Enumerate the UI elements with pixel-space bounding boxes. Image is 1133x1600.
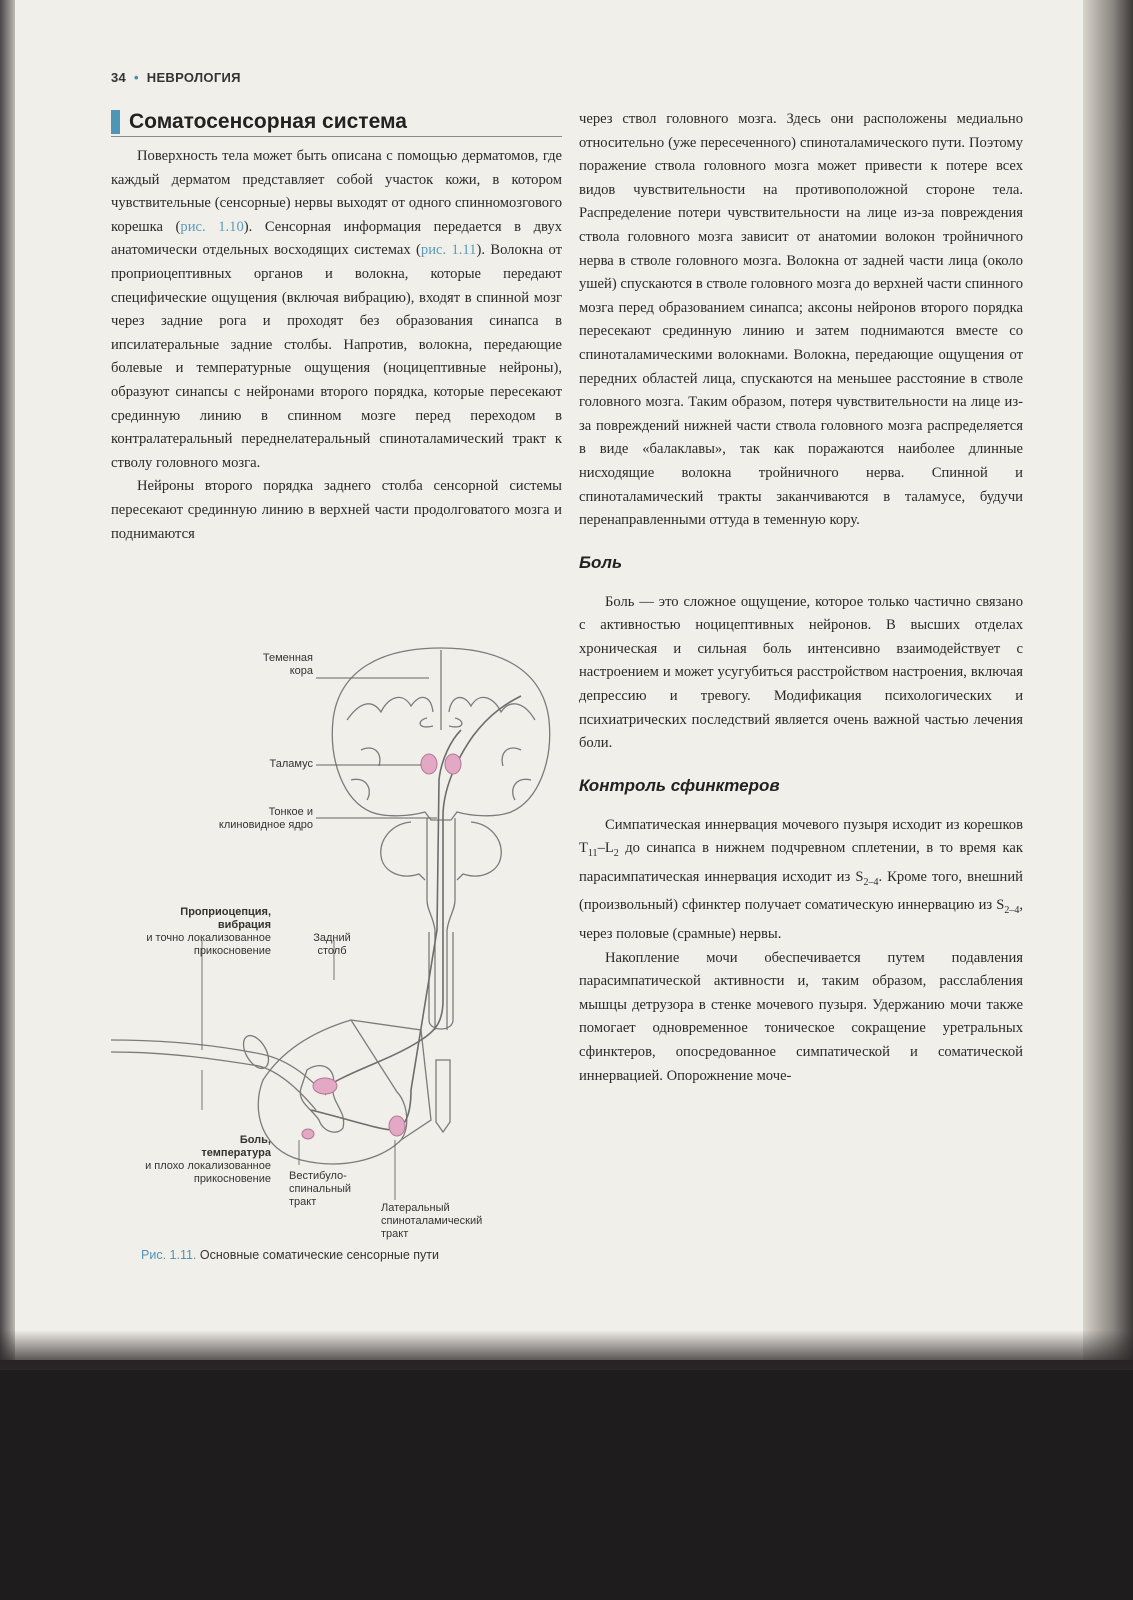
book-spine-shadow — [0, 0, 15, 1360]
text-run: ). Волокна от проприоцептивных органов и волокна, которые передают специфические ощущения (включая вибрацию), входят в спинной мозг через задние рога и проходят без образования синапса в ипсилатеральные задние столбы. Напротив, волокна, передающие болевые и температурные ощущения (ноцицептивные нейроны), образуют синапсы с нейронами второго порядка, которые пересекают срединную линию в спинном мозге перед переходом в контралатеральный переднелатеральный спиноталамический тракт к стволу головного мозга. — [111, 242, 562, 471]
text-run: Симпатическая иннервация мочевого пузыря исходит из корешков T — [579, 816, 1023, 857]
section-title: Соматосенсорная система — [111, 108, 562, 137]
spinothalamic-tract — [311, 730, 461, 1130]
lateral-tract-shape — [389, 1116, 405, 1136]
figure-link-1-10[interactable]: рис. 1.10 — [180, 218, 244, 235]
figure-caption — [141, 1248, 439, 1262]
text-run: –L — [597, 840, 614, 857]
label-pain: Боль, температура — [201, 1134, 271, 1159]
right-column — [579, 108, 1023, 1088]
subscript: 2 — [613, 848, 619, 860]
paragraph-second-order-neurons: Нейроны второго порядка заднего столба сенсорной системы пересекают срединную линию в верхней части продолговатого мозга и поднимаются — [111, 478, 562, 542]
figure-1-11 — [111, 640, 562, 1280]
page-number: 34 — [111, 70, 127, 85]
label-parietal-cortex: Теменная кора — [262, 652, 313, 677]
label-nuclei: Тонкое и клиновидное ядро — [218, 806, 313, 831]
text-run: Поверхность тела может быть описана с помощью дерматомов, где каждый дерматом представляет собой участок кожи, в котором чувствительные (сенсорные) нервы выходят от одного спинномозгового корешка ( — [111, 148, 562, 235]
header-section-label: НЕВРОЛОГИЯ — [146, 70, 241, 85]
paragraph-brainstem: через ствол головного мозга. Здесь они расположены медиально относительно (уже пересеченного) спиноталамического пути. Поэтому поражение ствола головного мозга может привести к потере всех видов чувствительности на противоположной стороне тела. Распределение потери чувствительности на лице из-за повреждения ствола головного мозга зависит от анатомии волокон тройничного нерва в стволе головного мозга. Волокна от задней части лица (около ушей) спускаются в стволе головного мозга до верхней части спинного мозга перед образованием синапса; аксоны нейронов второго порядка пересекают срединную линию и затем поднимаются вместе со спиноталамическими волокнами. Волокна, передающие ощущения от передних областей лица, спускаются на меньшее расстояние в стволе головного мозга. Таким образом, потеря чувствительности на лице из-за повреждений нижней части ствола головного мозга распределяется в виде «балаклавы», так как поражаются наиболее длинные нисходящие волокна тройничного нерва. Спинной и спиноталамический тракты заканчиваются в таламусе, будучи перенаправленными оттуда в теменную кору. — [579, 111, 1023, 529]
left-column — [111, 108, 562, 546]
figure-link-1-11[interactable]: рис. 1.11 — [420, 242, 477, 259]
cerebellum — [381, 822, 501, 880]
caption-number: Рис. 1.11. — [141, 1248, 197, 1262]
brainstem — [427, 818, 455, 1030]
paragraph-pain: Боль — это сложное ощущение, которое только частично связано с активностью ноцицептивных нейронов. В высших отделах хроническая и сильная боль интенсивно взаимодействует с настроением и может усугубиться расстройством настроения, включая депрессию и тревогу. Модификация психологических и психиатрических последствий является очень важной частью лечения боли. — [579, 593, 1023, 752]
caption-text: Основные соматические сенсорные пути — [199, 1248, 440, 1262]
label-posterior-column: Задний столб — [313, 932, 351, 957]
label-lateral-spinothalamic: Латеральный спиноталамический тракт — [381, 1202, 483, 1240]
heading-pain: Боль — [579, 552, 623, 572]
label-thalamus: Таламус — [269, 758, 313, 770]
text-run: до синапса в нижнем подчревном сплетении, в то время как парасимпатическая иннервация исходит из S — [579, 840, 1023, 885]
label-pain-detail: и плохо локализованное прикосновение — [145, 1160, 271, 1185]
subscript: 2–4 — [1004, 905, 1020, 917]
vestibulospinal-shape — [302, 1129, 314, 1139]
bottom-shadow — [0, 1330, 1133, 1370]
text-run: ). Сенсорная информация передается в двух анатомически отдельных восходящих системах ( — [111, 218, 562, 259]
running-header — [111, 70, 241, 85]
paragraph-urine-storage: Накопление мочи обеспечивается путем подавления парасимпатической активности и, таким образом, расслабления мышцы детрузора в стенке мочевого пузыря. Удержанию мочи также помогает одновременное тоническое сокращение уретральных сфинктеров, опосредованное симпатической и соматической иннервацией. Опорожнение моче- — [579, 949, 1023, 1084]
page-edge-shadow — [1083, 0, 1133, 1360]
paragraph-sphincter-innervation — [579, 814, 1023, 947]
paragraph-dermatomes — [111, 145, 562, 475]
thalamus-right — [445, 754, 461, 774]
label-proprioception: Проприоцепция, вибрация — [180, 906, 271, 931]
dorsal-horn-shape — [313, 1078, 337, 1094]
dorsal-root-ganglion — [238, 1031, 273, 1072]
sulcus-lines — [351, 748, 531, 800]
subscript: 11 — [587, 848, 598, 860]
header-bullet: • — [133, 70, 139, 85]
spinal-cord-lower-cone — [436, 1060, 450, 1132]
text-run: , через половые (срамные) нервы. — [579, 897, 1023, 942]
subscript: 2–4 — [863, 876, 879, 888]
text-run: . Кроме того, внешний (произвольный) сфинктер получает соматическую иннервацию из S — [579, 868, 1023, 914]
label-proprioception-detail: и точно локализованное прикосновение — [146, 932, 271, 957]
label-vestibulospinal: Вестибуло- спинальный тракт — [289, 1170, 352, 1208]
heading-sphincter-control: Контроль сфинктеров — [579, 775, 780, 795]
thalamus-left — [421, 754, 437, 774]
nerve-root-lower — [111, 1052, 316, 1110]
